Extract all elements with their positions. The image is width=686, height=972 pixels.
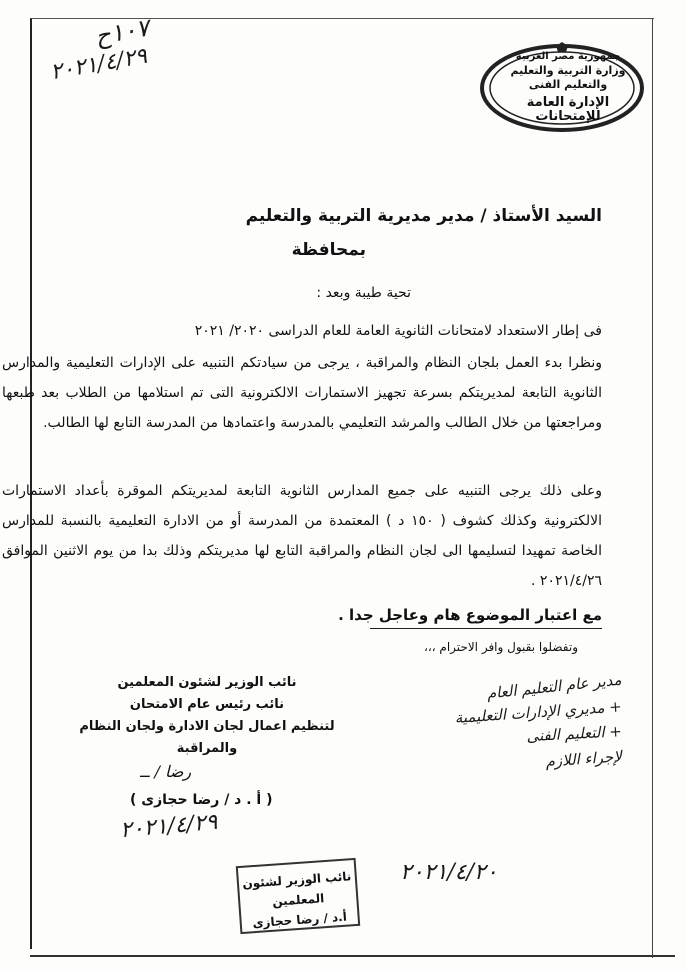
signature-date: ٢٠٢١/٤/٢٩ (119, 809, 219, 844)
note-line4: لإجراء اللازم (544, 747, 623, 771)
logo-line2: وزارة التربية والتعليم والتعليم الفنى (510, 64, 626, 91)
official-stamp (236, 858, 360, 934)
page-border-right (652, 18, 653, 958)
addressee-line1: السيد الأستاذ / مدير مديرية التربية والتعليم (245, 206, 602, 226)
handwritten-top-date: ٢٠٢١/٤/٢٩ (48, 43, 149, 86)
signatory-name: ( أ . د / رضا حجازى ) (130, 792, 273, 808)
note-line1: مدير عام التعليم العام (485, 670, 623, 703)
logo-line1: جمهورية مصر العربية (515, 51, 621, 62)
stamp-line1: نائب الوزير لشئون المعلمين (242, 869, 352, 909)
signatory-title2: نائب رئيس عام الامتحان (129, 697, 285, 712)
signatory-title1: نائب الوزير لشئون المعلمين (117, 675, 297, 690)
handwritten-reference-number: ١٠٧ح (92, 13, 152, 51)
signatory-title3: لتنظيم اعمال لجان الادارة ولجان النظام والمراقبة (79, 719, 335, 756)
addressee-line2: بمحافظة (291, 240, 366, 260)
closing-line: وتفضلوا بقبول وافر الاحترام ،،، (423, 640, 578, 654)
signature-scrawl: رضا / ــ (140, 762, 192, 781)
paragraph-3: وعلى ذلك يرجى التنبيه على جميع المدارس الثانوية التابعة لمديريتكم الموقرة بأعداد الاستمارات الالكترونية وكذلك كشوف ( ١٥٠ د ) المعتمدة من المدرسة أو من الادارة التعليمية بالنسبة للمدارس الخاصة تمهيدا لتسليمها الى لجان النظام والمراقبة التابع لها مديريتكم وذلك بدا من يوم الاثنين الموافق ٢٠٢١/٤/٢٦ . (2, 483, 603, 589)
greeting: تحية طيبة وبعد : (316, 285, 411, 301)
paragraph-2: ونظرا بدء العمل بلجان النظام والمراقبة ، يرجى من سيادتكم التنبيه على الإدارات التعليمية والمدارس الثانوية التابعة لمديريتكم بسرعة تجهيز الاستمارات الالكترونية التى تم استلامها من الطلاب بعد طبعها ومراجعتها من خلال الطالب والمرشد التعليمي بالمدرسة واعتمادها من المدرسة التابع لها الطالب. (2, 355, 602, 431)
logo-line3: الإدارة العامة للإمتحانات (526, 95, 610, 124)
importance-underline (370, 628, 602, 629)
paragraph-1: فى إطار الاستعداد لامتحانات الثانوية العامة للعام الدراسى ٢٠٢٠/ ٢٠٢١ (194, 323, 602, 339)
handwritten-note-date: ٢٠٢١/٤/٢٠ (400, 860, 498, 885)
note-line3: + التعليم الفنى (526, 722, 623, 746)
signature-block (78, 672, 336, 760)
logo-text (508, 50, 628, 124)
page-border-bottom (30, 955, 675, 957)
note-line2: + مديري الإدارات التعليمية (454, 697, 623, 727)
handwritten-note (402, 670, 623, 776)
stamp-line2: أ.د / رضا حجازى (252, 909, 348, 931)
importance-note: مع اعتبار الموضوع هام وعاجل جدا . (338, 606, 602, 624)
